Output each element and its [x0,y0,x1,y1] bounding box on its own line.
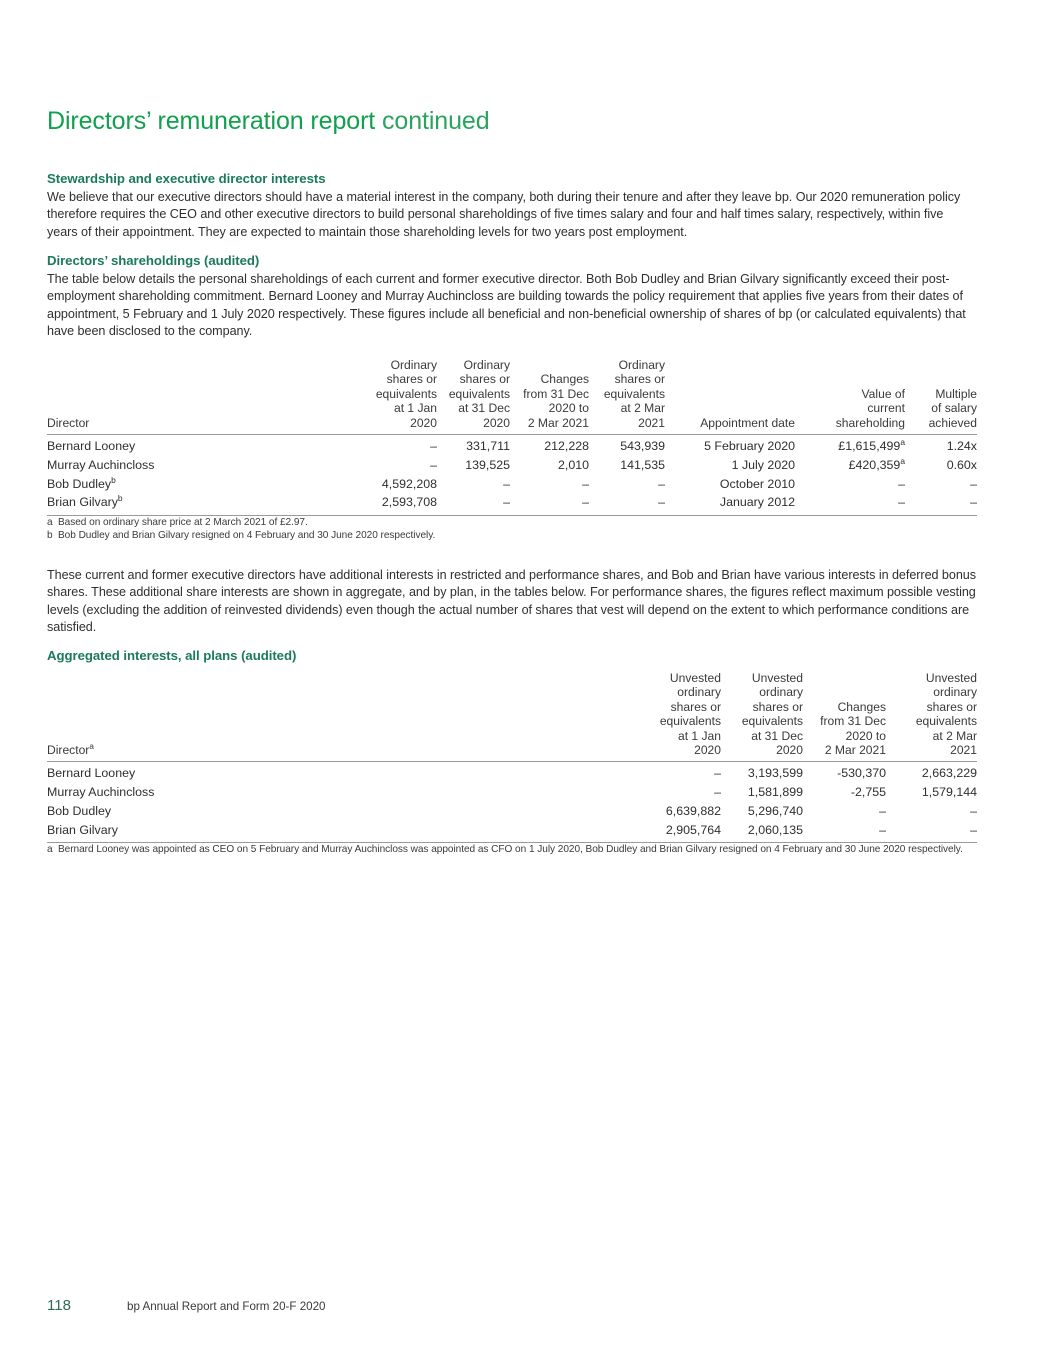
table-row [47,762,977,784]
t2-cell-director: Bob Dudley [47,804,112,818]
t2-header-at-31-dec-2020: Unvested ordinary shares or equivalents at 31 Dec 2020 [721,671,803,762]
footnote-marker: a [89,742,94,751]
table-row [47,435,977,457]
directors-shareholdings-table [47,358,977,516]
t1-cell-at-2-mar-2021: – [589,494,665,516]
t2-header-at-1-jan-2020: Unvested ordinary shares or equivalents at 1 Jan 2020 [643,671,721,762]
t1-cell-at-31-dec-2020: – [437,494,510,516]
aggregated-interests-table-wrap [47,671,977,843]
t1-cell-appointment-date: 5 February 2020 [704,439,795,454]
t1-cell-at-31-dec-2020: 139,525 [465,457,510,472]
t1-cell-at-2-mar-2021: – [658,476,665,491]
t2-body [47,762,977,843]
t2-cell-at-31-dec-2020: 2,060,135 [721,821,803,843]
shareholdings-paragraph: The table below details the personal shareholdings of each current and former executive director. Both Bob Dudley and Brian Gilvary significantly exceed their post-employment shareholding commitment. Bernard Looney and Murray Auchincloss are building towards the policy requirement that applies five years from their dates of appointment, 5 February and 1 July 2020 respectively. These figures include all beneficial and non-beneficial ownership of shares of bp (or calculated equivalents) that have been disclosed to the company. [47,272,966,339]
footnote-marker: a [900,455,905,466]
t1-cell-appointment-date: 1 July 2020 [731,457,795,472]
t2-cell-at-31-dec-2020: 5,296,740 [747,804,803,818]
footnote-text: Bob Dudley and Brian Gilvary resigned on 4 February and 30 June 2020 respectively. [58,530,436,542]
section-aggregated [47,648,977,666]
t1-cell-changes: 2,010 [557,457,589,472]
t2-header-director: Director$^a$ [47,671,643,762]
t2-header-at-2-mar-2021: Unvested ordinary shares or equivalents at 2 Mar 2021 [886,671,977,762]
t2-header-changes: Changes from 31 Dec 2020 to 2 Mar 2021 [803,671,886,762]
table-row [47,802,977,821]
t2-cell-changes: – [879,804,886,818]
t1-header-value-of-current-shareholding: Value of current shareholding [795,358,905,435]
table1-footnotes [47,516,977,543]
t2-cell-director: Bernard Looney [47,766,136,781]
t1-cell-director: Murray Auchincloss [47,457,155,472]
t1-header-at-2-mar-2021: Ordinary shares or equivalents at 2 Mar 2021 [589,358,665,435]
t2-cell-at-1-jan-2020: 6,639,882 [665,804,721,818]
t1-cell-at-1-jan-2020: – [430,439,437,454]
t2-cell-at-1-jan-2020: – [714,766,721,781]
t2-cell-at-2-mar-2021: – [886,821,977,843]
t1-cell-value: £1,615,499$^a$ [838,436,905,454]
t1-cell-at-2-mar-2021: 543,939 [620,439,665,454]
footnote-marker: a [900,436,905,447]
t1-cell-value: £420,359$^a$ [848,455,905,472]
shareholdings-heading: Directors’ shareholdings (audited) [47,253,260,268]
t1-cell-director: Brian Gilvary$^b$ [47,494,363,516]
table2-footnotes [47,843,977,856]
table-row [47,821,977,843]
footnote-item [47,529,977,542]
additional-paragraph: These current and former executive directors have additional interests in restricted and performance shares, and Bob and Brian have various interests in deferred bonus shares. These additional share interests are shown in aggregate, and by plan, in the tables below. For performance shares, the figures reflect maximum possible vesting levels (excluding the addition of reinvested dividends) even though the actual number of shares that vest will depend on the extent to which performance conditions are satisfied. [47,568,976,635]
t2-cell-at-1-jan-2020: – [714,785,721,800]
section-additional-interests [47,567,977,637]
t1-cell-at-31-dec-2020: 331,711 [466,439,510,454]
t2-cell-director: Brian Gilvary [47,821,643,843]
stewardship-heading: Stewardship and executive director interests [47,171,326,186]
t1-header-appointment-date: Appointment date [665,358,795,435]
footnote-marker: b [47,530,53,542]
t1-cell-value: – [795,494,905,516]
t1-header-at-1-jan-2020: Ordinary shares or equivalents at 1 Jan 2020 [363,358,437,435]
t1-header-at-31-dec-2020: Ordinary shares or equivalents at 31 Dec 2020 [437,358,510,435]
t2-cell-at-2-mar-2021: – [970,804,977,818]
t2-cell-at-2-mar-2021: 1,579,144 [921,785,977,800]
page-title [47,107,490,136]
t2-cell-director: Murray Auchincloss [47,785,155,800]
t1-cell-multiple: – [905,494,977,516]
t1-cell-appointment-date: January 2012 [665,494,795,516]
t2-cell-at-2-mar-2021: 2,663,229 [921,766,977,781]
section-shareholdings [47,253,977,341]
t1-header-director: Director [47,358,363,435]
t1-header-multiple-of-salary: Multiple of salary achieved [905,358,977,435]
section-stewardship [47,171,977,241]
footnote-marker: a [47,517,53,528]
aggregated-interests-table [47,671,977,843]
footnote-marker: a [47,844,53,855]
table-row [47,475,977,494]
stewardship-paragraph: We believe that our executive directors should have a material interest in the company, both during their tenure and after they leave bp. Our 2020 remuneration policy therefore requires the CEO and other executive directors to build personal shareholdings of five times salary and four and half times salary, respectively, within five years of their appointment. They are expected to maintain those shareholding levels for two years post employment. [47,190,961,239]
t1-cell-director: Bernard Looney [47,439,136,454]
t1-cell-at-1-jan-2020: 4,592,208 [381,476,437,491]
t1-cell-multiple: 0.60x [946,457,977,472]
t1-cell-value: – [898,476,905,491]
t2-cell-at-31-dec-2020: 3,193,599 [747,766,803,781]
t1-cell-at-2-mar-2021: 141,535 [620,457,665,472]
t1-cell-at-1-jan-2020: – [430,457,437,472]
table-row [47,784,977,803]
footnote-text: Based on ordinary share price at 2 March 2021 of £2.97. [58,517,308,528]
t1-cell-changes: – [582,476,589,491]
footnote-marker: b [111,474,116,485]
aggregated-heading: Aggregated interests, all plans (audited) [47,648,297,663]
footnote-item [47,516,977,529]
page-title-main: Directors’ remuneration report [47,106,382,135]
t2-cell-changes: -530,370 [837,766,886,781]
t1-cell-changes: – [510,494,589,516]
footnote-text: Bernard Looney was appointed as CEO on 5 February and Murray Auchincloss was appointed as CFO on 1 July 2020, Bob Dudley and Brian Gilvary resigned on 4 February and 30 June 2020 respectively. [58,844,963,855]
t1-cell-director: Bob Dudley$^b$ [47,474,116,491]
footer-text: bp Annual Report and Form 20-F 2020 [127,1300,326,1313]
t1-cell-changes: 212,228 [544,439,589,454]
table-row [47,456,977,475]
t1-cell-at-31-dec-2020: – [503,476,510,491]
page-footer [47,1297,977,1314]
t1-cell-multiple: 1.24x [946,439,977,454]
t1-cell-at-1-jan-2020: 2,593,708 [363,494,437,516]
t1-cell-multiple: – [970,476,977,491]
page-title-continued: continued [382,106,490,135]
t2-cell-at-1-jan-2020: 2,905,764 [643,821,721,843]
t2-cell-changes: – [803,821,886,843]
t1-body [47,435,977,516]
table-row [47,494,977,516]
t2-cell-changes: -2,755 [850,785,886,800]
footnote-marker: b [117,493,123,504]
t2-cell-at-31-dec-2020: 1,581,899 [747,785,803,800]
t1-cell-appointment-date: October 2010 [719,476,795,491]
footnote-item [47,843,977,856]
directors-shareholdings-table-wrap [47,358,977,516]
t1-header-changes: Changes from 31 Dec 2020 to 2 Mar 2021 [510,358,589,435]
page-number: 118 [47,1297,71,1314]
